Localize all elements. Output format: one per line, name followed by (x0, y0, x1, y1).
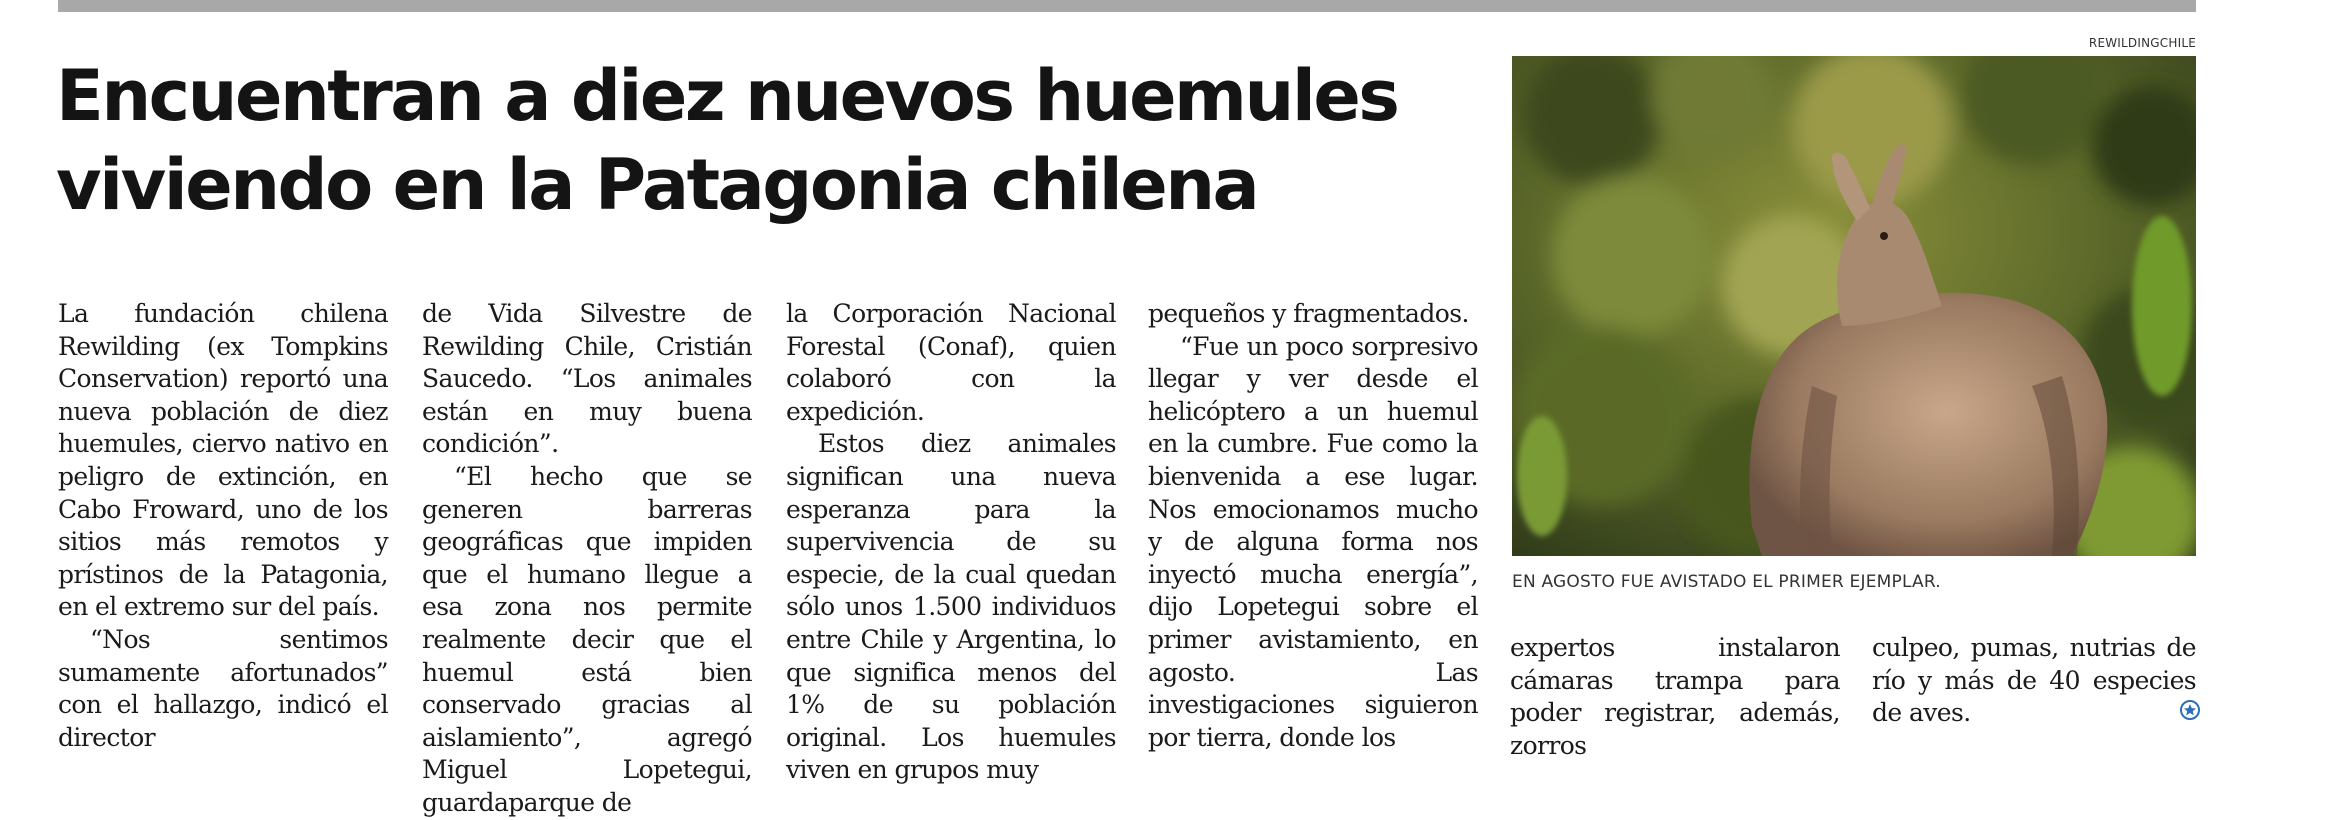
photo-caption: EN AGOSTO FUE AVISTADO EL PRIMER EJEMPLAR. (1512, 572, 1941, 592)
article-column-6 (1872, 632, 2196, 730)
article-column-3 (786, 298, 1116, 787)
article-column-2 (422, 298, 752, 820)
paragraph: la Corporación Nacional Forestal (Conaf), quien colaboró con la expedición. (786, 299, 1116, 426)
paragraph: “Nos sentimos sumamente afortunados” con el hallazgo, indicó el director (58, 624, 388, 752)
paragraph: expertos instalaron cámaras trampa para poder registrar, además, zorros (1510, 633, 1840, 760)
photo-credit: REWILDINGCHILE (2088, 36, 2196, 50)
paragraph: pequeños y fragmentados. (1148, 299, 1469, 328)
paragraph: Estos diez animales significan una nueva esperanza para la supervivencia de su especie, de la cual quedan sólo unos 1.500 individuos entre Chile y Argentina, lo que significa menos del 1% de su población original. Los huemules viven en grupos muy (786, 429, 1116, 785)
headline-line-2: viviendo en la Patagonia chilena (56, 144, 1258, 226)
headline (56, 52, 1496, 230)
top-rule (58, 0, 2196, 12)
paragraph: “Fue un poco sorpresivo llegar y ver desde el helicóptero a un huemul en la cumbre. Fue como la bienvenida a ese lugar. Nos emocionamos mucho y de alguna forma nos inyectó mucha energía”, dijo Lopetegui sobre el primer avistamiento, en agosto. Las investigaciones siguieron por tierra, donde los (1148, 331, 1478, 752)
huemul-photo-illustration (1512, 56, 2196, 556)
paragraph: “El hecho que se generen barreras geográficas que impiden que el humano llegue a esa zona nos permite realmente decir que el huemul está bien conservado gracias al aislamiento”, agregó Miguel Lopetegui, guardaparque de (422, 461, 752, 817)
article-column-4 (1148, 298, 1478, 754)
paragraph: La fundación chilena Rewilding (ex Tompkins Conservation) reportó una nueva población de diez huemules, ciervo nativo en peligro de extinción, en Cabo Froward, uno de los sitios más remotos y prístinos de la Patagonia, en el extremo sur del país. (58, 299, 388, 622)
paragraph: de Vida Silvestre de Rewilding Chile, Cristián Saucedo. “Los animales están en muy buena condición”. (422, 299, 752, 459)
huemul-photo (1512, 56, 2196, 556)
headline-line-1: Encuentran a diez nuevos huemules (56, 55, 1398, 137)
paragraph: culpeo, pumas, nutrias de río y más de 40 especies de aves. (1872, 633, 2196, 728)
article-column-1 (58, 298, 388, 754)
end-of-article-icon (2180, 700, 2200, 720)
article-column-5 (1510, 632, 1840, 762)
